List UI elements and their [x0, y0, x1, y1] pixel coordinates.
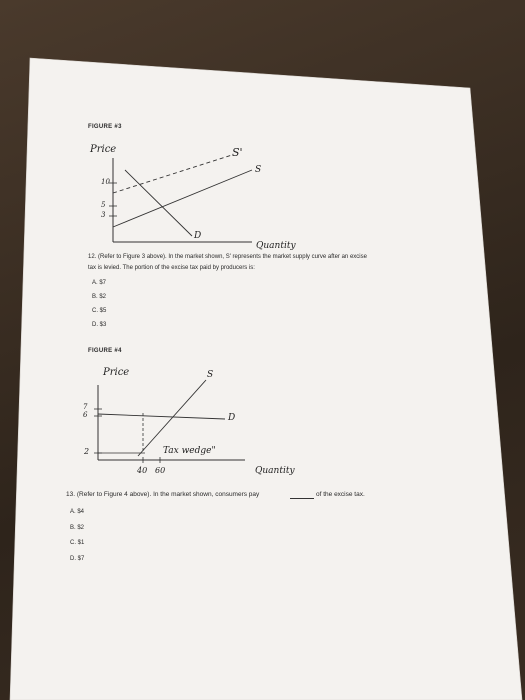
figure4-value-6: 6 — [83, 411, 88, 419]
question13-line1-start: 13. (Refer to Figure 4 above). In the market shown, consumers pay — [66, 491, 260, 498]
figure3-value-5: 5 — [101, 201, 106, 209]
figure3-value-10: 10 — [101, 178, 110, 186]
figure4-value-2: 2 — [84, 447, 90, 456]
question13-option-c: C. $1 — [70, 540, 85, 546]
question13-option-b: B. $2 — [70, 525, 85, 531]
question13-option-a: A. $4 — [70, 509, 85, 515]
figure4-demand-line — [98, 414, 225, 419]
figure4-tax-wedge-label: Tax wedge" — [163, 446, 216, 456]
question12-option-c: C. $5 — [92, 308, 107, 314]
figure3-d-label: D — [194, 231, 202, 241]
figure4-value-7: 7 — [83, 403, 88, 411]
figure3-value-3: 3 — [101, 211, 106, 219]
question12-line2: tax is levied. The portion of the excise tax paid by producers is: — [88, 265, 255, 271]
question13-option-d: D. $7 — [70, 556, 85, 562]
figure4-quantity-handwritten: Quantity — [255, 466, 295, 476]
figure3-s-prime-label: S' — [232, 146, 243, 159]
figure4-s-label: S — [207, 370, 214, 380]
figure4-value-40: 40 — [137, 466, 148, 475]
figure4-value-60: 60 — [155, 466, 166, 475]
question13-line1-end: of the excise tax. — [316, 491, 365, 498]
question12-option-d: D. $3 — [92, 322, 107, 328]
figure3-label: FIGURE #3 — [88, 124, 122, 130]
question12-line1: 12. (Refer to Figure 3 above). In the market shown, S' represents the market supply curve after an excise — [88, 254, 367, 260]
figure3-price-handwritten: Price — [90, 144, 117, 155]
figure4-label: FIGURE #4 — [88, 348, 122, 354]
figure3-s-label: S — [255, 165, 262, 175]
figure3-quantity-handwritten: Quantity — [256, 241, 296, 251]
figure4-price-handwritten: Price — [103, 367, 130, 378]
figure4-d-label: D — [228, 413, 236, 423]
question12-option-b: B. $2 — [92, 294, 107, 300]
question12-option-a: A. $7 — [92, 280, 107, 286]
question13-answer-blank — [290, 498, 314, 499]
